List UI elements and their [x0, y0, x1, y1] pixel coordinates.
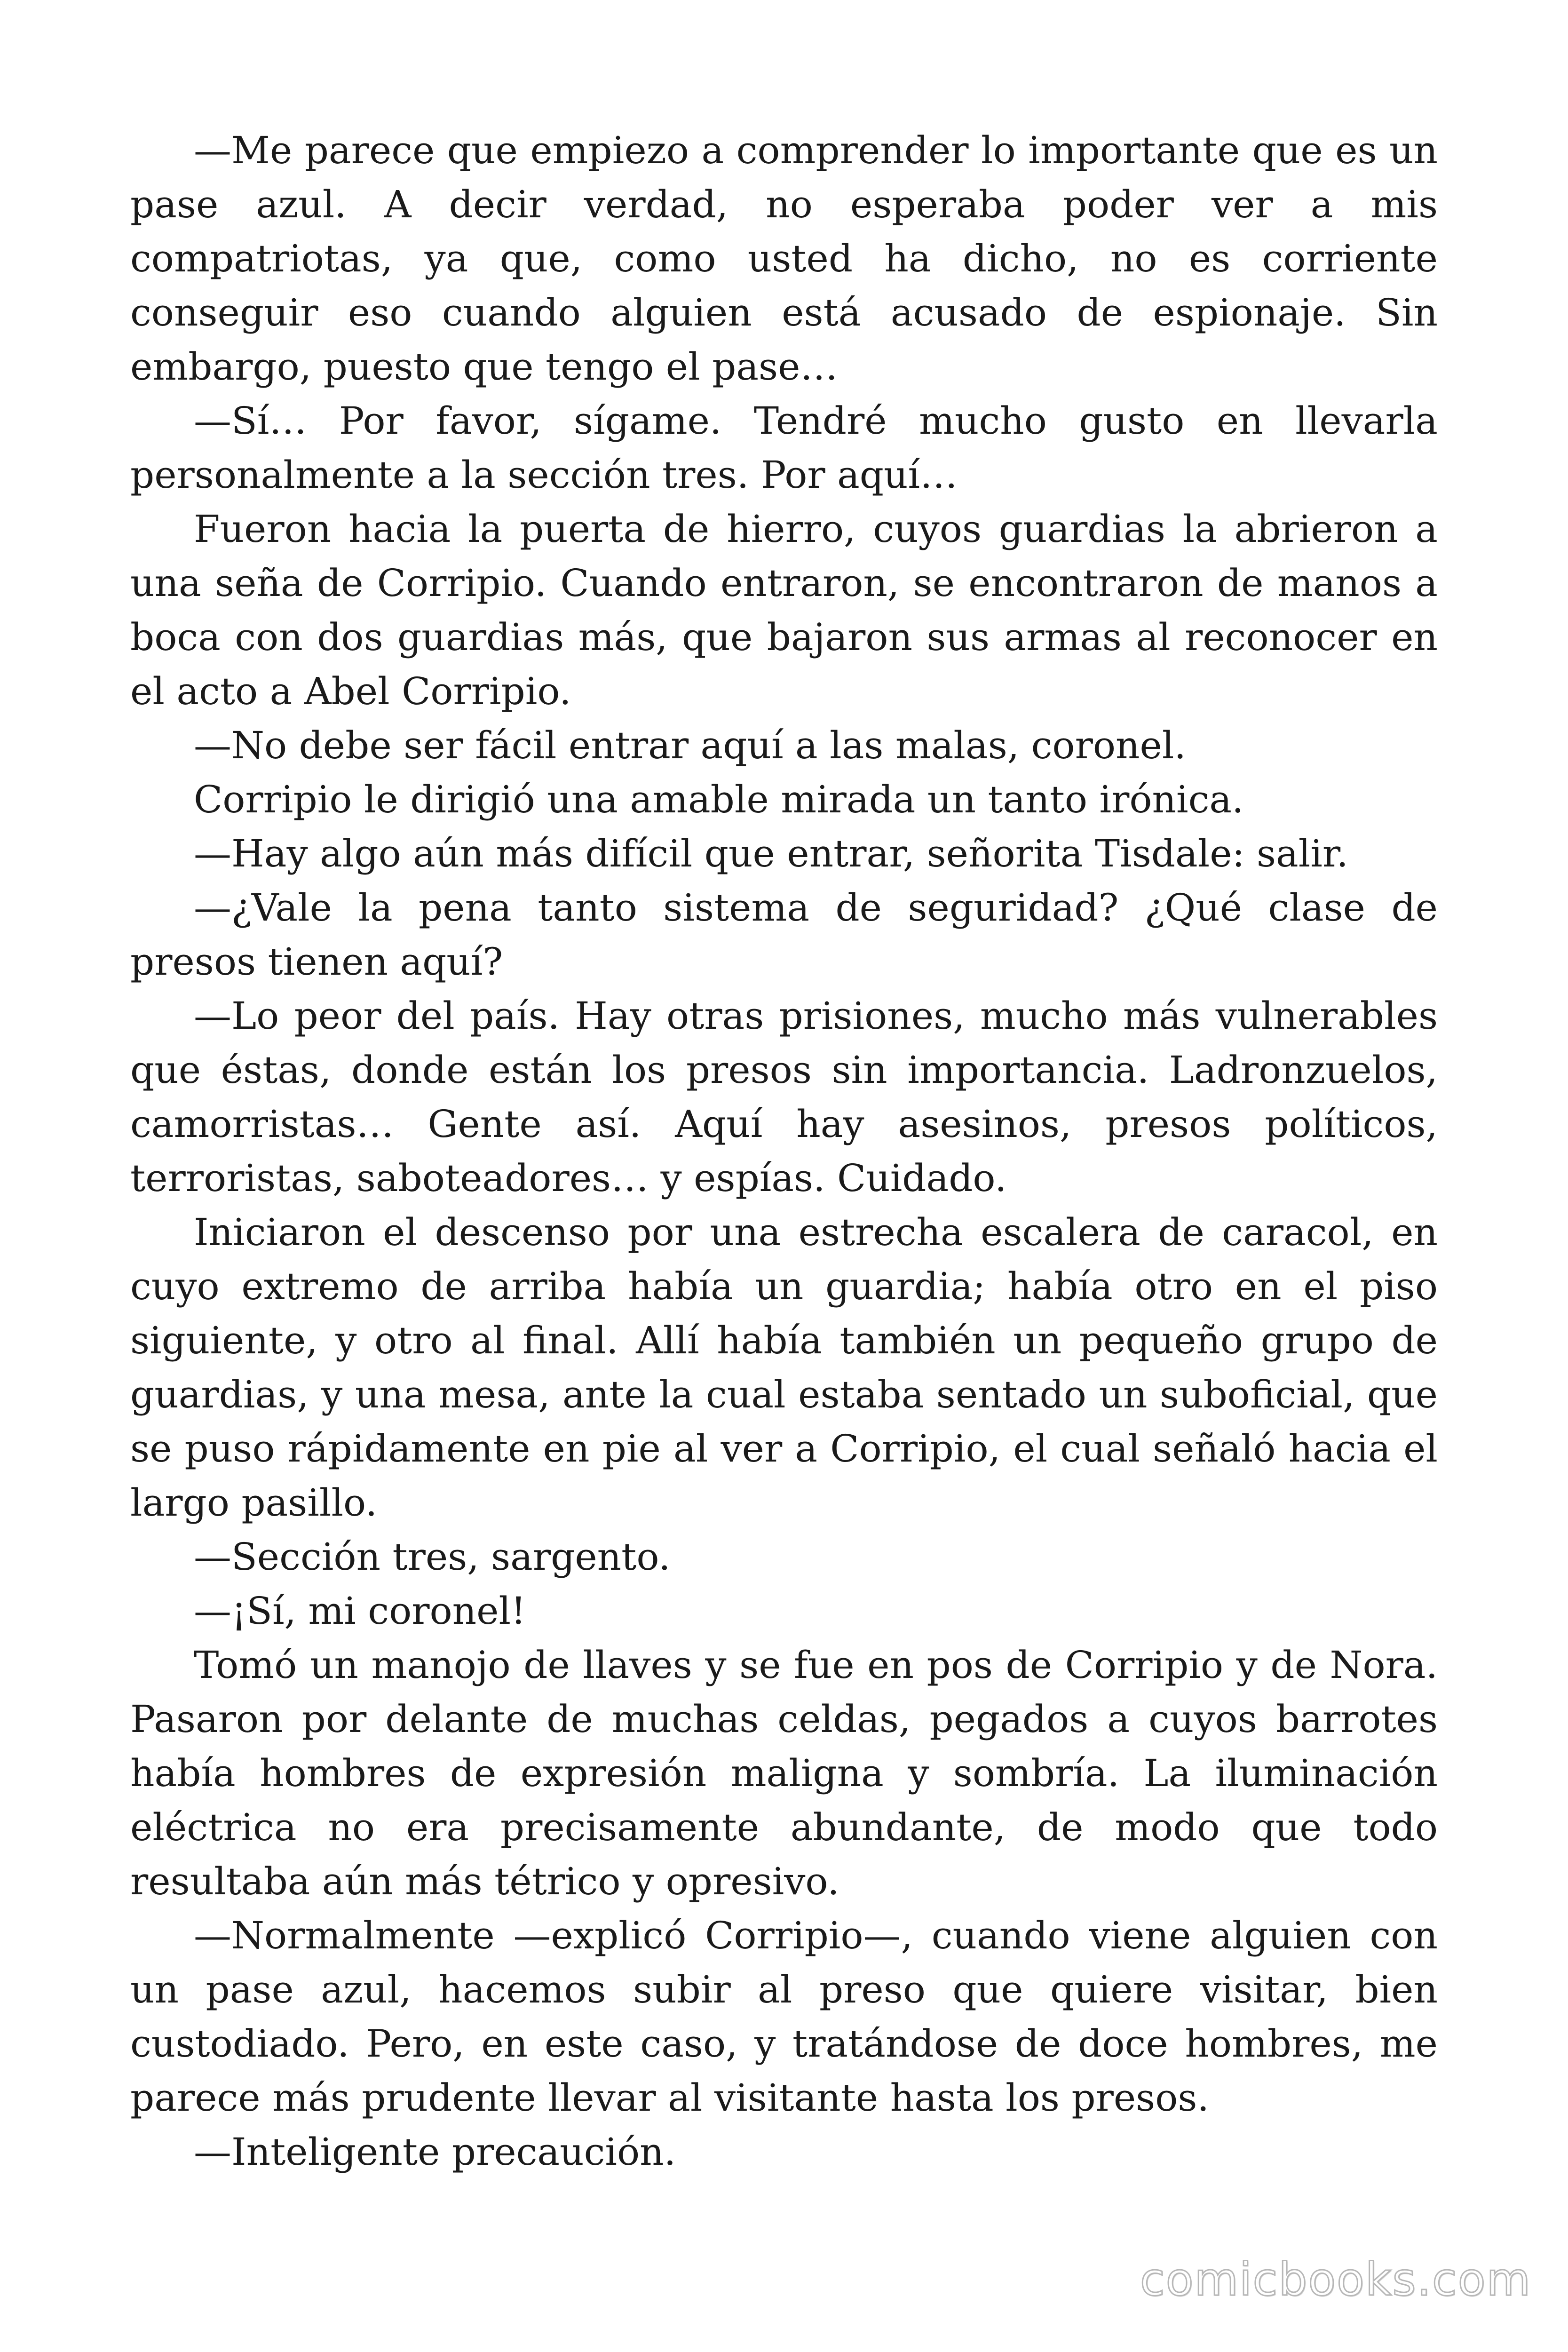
paragraph: Iniciaron el descenso por una estrecha escalera de caracol, en cuyo extremo de arriba había un guardia; había otro en el piso siguiente, y otro al final. Allí había también un pequeño grupo de guardias, y una mesa, ante la cual estaba sentado un suboficial, que se puso rápidamente en pie al ver a Corripio, el cual señaló hacia el largo pasillo. [130, 1210, 1438, 1525]
paragraph: —¡Sí, mi coronel! [194, 1589, 526, 1633]
watermark: comicbooks.com [1140, 2253, 1531, 2306]
paragraph: —Sí… Por favor, sígame. Tendré mucho gusto en llevarla personalmente a la sección tres. Por aquí… [130, 399, 1438, 497]
paragraph: —No debe ser fácil entrar aquí a las malas, coronel. [194, 723, 1186, 767]
paragraph: —Normalmente —explicó Corripio—, cuando viene alguien con un pase azul, hacemos subir al preso que quiere visitar, bien custodiado. Pero, en este caso, y tratándose de doce hombres, me parece más prudente llevar al visitante hasta los presos. [130, 1914, 1438, 2120]
body-text [130, 123, 1438, 2179]
paragraph: —Hay algo aún más difícil que entrar, señorita Tisdale: salir. [194, 832, 1348, 875]
paragraph: —Sección tres, sargento. [194, 1535, 671, 1579]
paragraph: Tomó un manojo de llaves y se fue en pos de Corripio y de Nora. Pasaron por delante de muchas celdas, pegados a cuyos barrotes había hombres de expresión maligna y sombría. La iluminación eléctrica no era precisamente abundante, de modo que todo resultaba aún más tétrico y opresivo. [130, 1643, 1438, 1903]
paragraph: Corripio le dirigió una amable mirada un tanto irónica. [194, 778, 1244, 821]
paragraph: —¿Vale la pena tanto sistema de seguridad? ¿Qué clase de presos tienen aquí? [130, 886, 1438, 984]
paragraph: —Inteligente precaución. [194, 2130, 676, 2174]
paragraph: Fueron hacia la puerta de hierro, cuyos guardias la abrieron a una seña de Corripio. Cuando entraron, se encontraron de manos a boca con dos guardias más, que bajaron sus armas al reconocer en el acto a Abel Corripio. [130, 507, 1438, 713]
paragraph: —Me parece que empiezo a comprender lo importante que es un pase azul. A decir verdad, no esperaba poder ver a mis compatriotas, ya que, como usted ha dicho, no es corriente conseguir eso cuando alguien está acusado de espionaje. Sin embargo, puesto que tengo el pase… [130, 128, 1438, 389]
paragraph: —Lo peor del país. Hay otras prisiones, mucho más vulnerables que éstas, donde están los presos sin importancia. Ladronzuelos, camorristas… Gente así. Aquí hay asesinos, presos políticos, terroristas, saboteadores… y espías. Cuidado. [130, 994, 1438, 1200]
